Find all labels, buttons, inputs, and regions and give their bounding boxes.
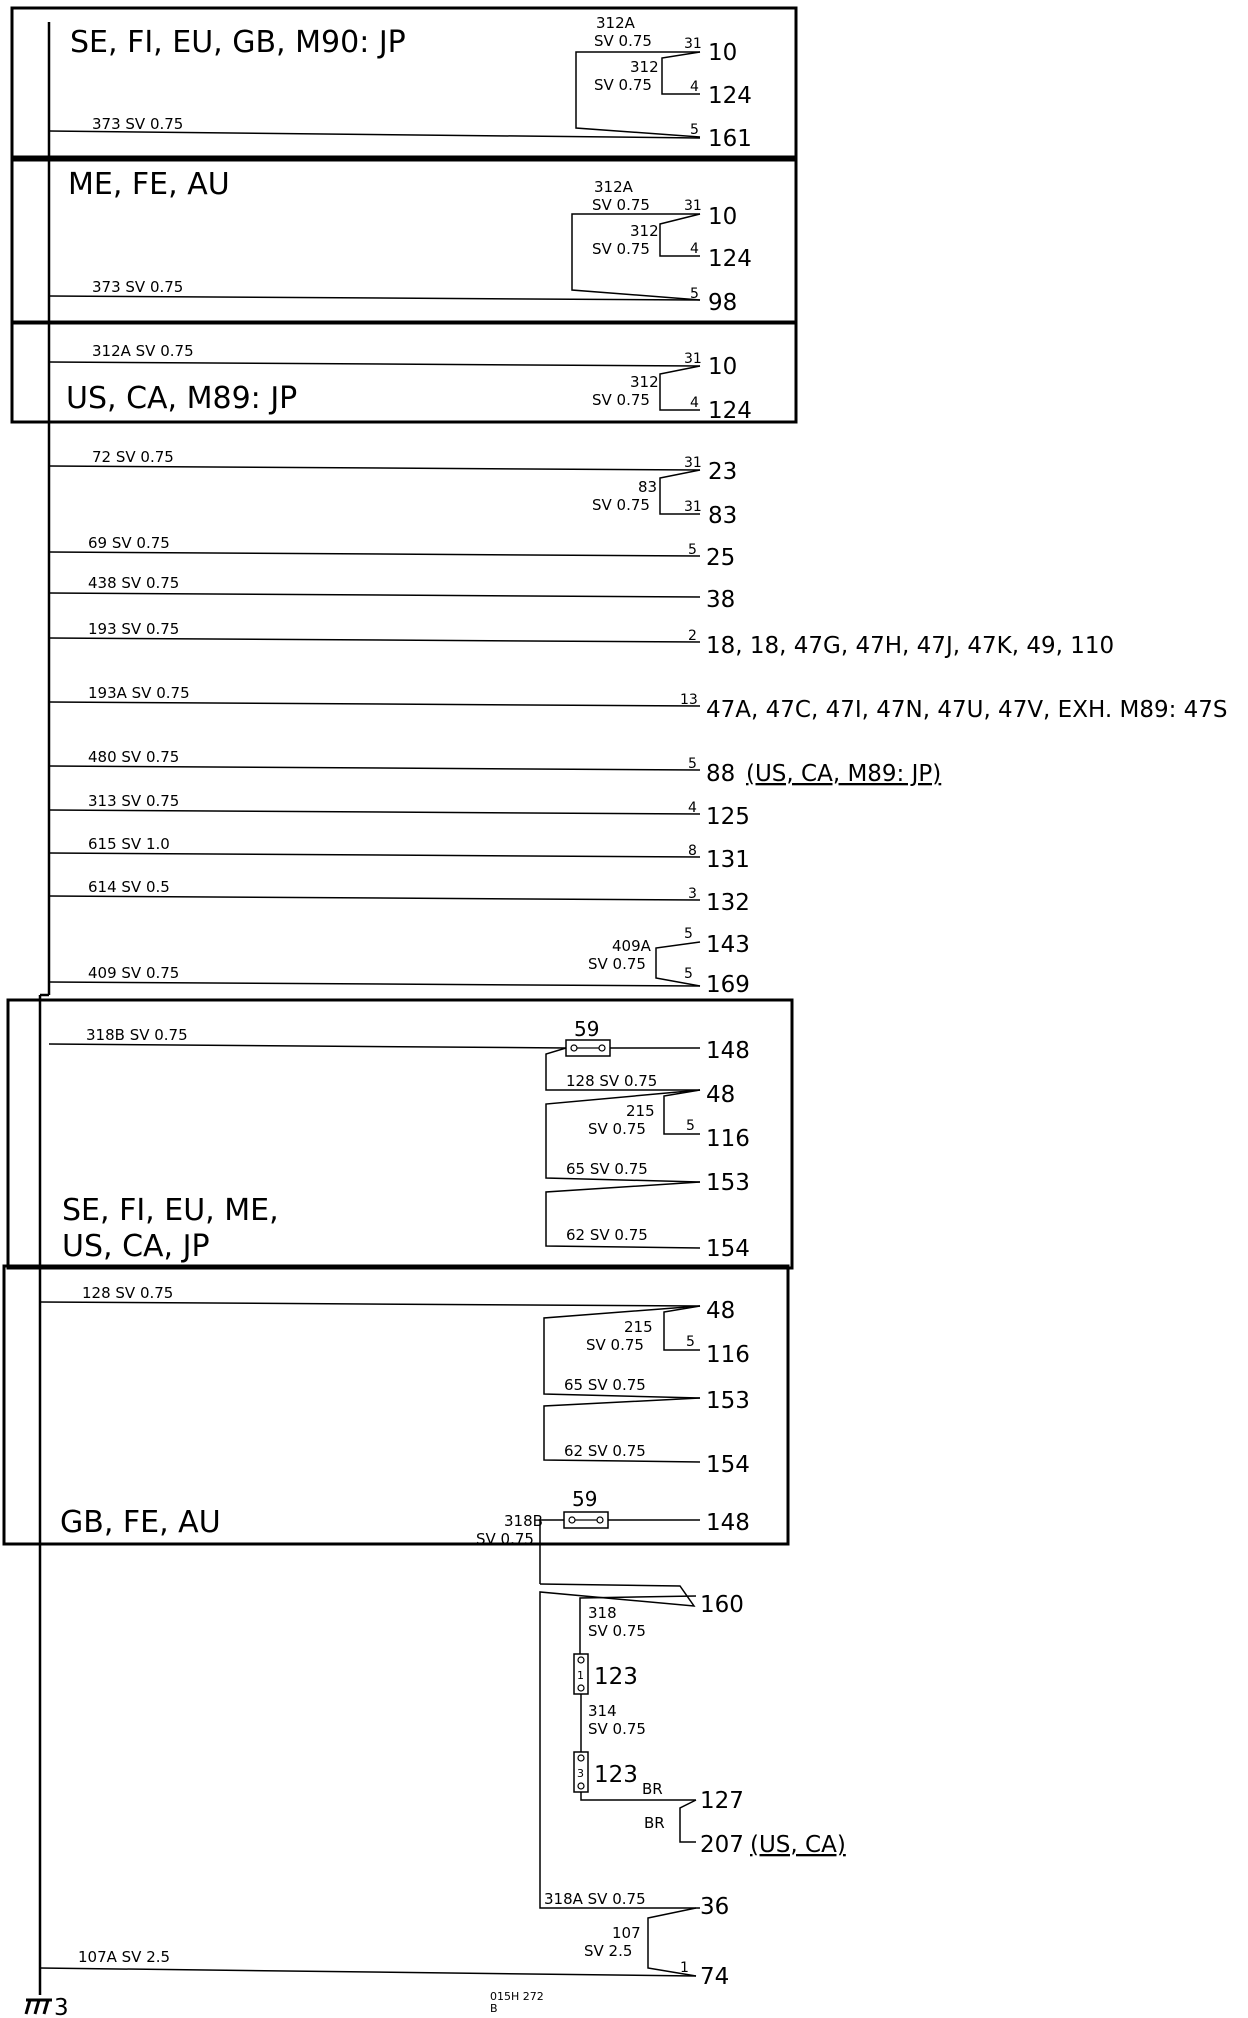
wire-193 <box>49 638 700 642</box>
wire-label-107A: 107A SV 2.5 <box>78 1948 171 1966</box>
destination-124: 124 <box>708 246 752 272</box>
region-label-5: GB, FE, AU <box>60 1505 221 1540</box>
destination-161: 161 <box>708 126 752 152</box>
wire-label-438: 438 SV 0.75 <box>88 574 180 592</box>
pin-label: 5 <box>688 542 697 558</box>
destination-148: 148 <box>706 1038 750 1064</box>
wire-label-409: 409 SV 0.75 <box>88 964 180 982</box>
wire-label-312-r1-size: SV 0.75 <box>594 76 652 94</box>
destination-143: 143 <box>706 932 750 958</box>
pin-label: 31 <box>684 198 702 214</box>
region-label-3: US, CA, M89: JP <box>66 381 298 416</box>
pin-label: 5 <box>684 926 693 942</box>
pin-label: 8 <box>688 843 697 859</box>
destination-10: 10 <box>708 204 738 230</box>
destination-88-note: (US, CA, M89: JP) <box>746 761 942 787</box>
destination-154: 154 <box>706 1236 750 1262</box>
wire-label-312A-r2: 312A <box>594 178 633 196</box>
wire-label-br: BR <box>644 1814 665 1832</box>
region-label-4-line2: US, CA, JP <box>62 1229 210 1264</box>
pin-label: 5 <box>686 1334 695 1350</box>
destination-18-group: 18, 18, 47G, 47H, 47J, 47K, 49, 110 <box>706 633 1115 659</box>
ground-terminal-label: 3 <box>54 1995 69 2018</box>
pin-label: 4 <box>690 241 699 257</box>
wire-614 <box>49 896 700 900</box>
wire-label-312A-r2-size: SV 0.75 <box>592 196 650 214</box>
wire-label-318B-r5-size: SV 0.75 <box>476 1530 534 1548</box>
wire-128-r5 <box>40 1302 700 1306</box>
destination-38: 38 <box>706 587 736 613</box>
wire-label-313: 313 SV 0.75 <box>88 792 180 810</box>
pin-label: 5 <box>690 286 699 302</box>
wire-br-branch-2 <box>680 1800 696 1842</box>
wire-label-65-r5: 65 SV 0.75 <box>564 1376 646 1394</box>
wire-label-128-r5: 128 SV 0.75 <box>82 1284 174 1302</box>
pin-label: 5 <box>688 756 697 772</box>
destination-74: 74 <box>700 1964 730 1990</box>
pin-label: 31 <box>684 351 702 367</box>
destination-48: 48 <box>706 1298 736 1324</box>
destination-153: 153 <box>706 1170 750 1196</box>
wire-480 <box>49 766 700 770</box>
destination-127: 127 <box>700 1788 744 1814</box>
wire-label-215-r4-size: SV 0.75 <box>588 1120 646 1138</box>
destination-207-note: (US, CA) <box>750 1832 846 1858</box>
wire-label-128-r4: 128 SV 0.75 <box>566 1072 658 1090</box>
wire-label-107-size: SV 2.5 <box>584 1942 633 1960</box>
ground-icon <box>26 2000 52 2014</box>
pin-label: 5 <box>686 1118 695 1134</box>
destination-48: 48 <box>706 1082 736 1108</box>
destination-10: 10 <box>708 40 738 66</box>
pin-label: 4 <box>688 800 697 816</box>
wire-label-615: 615 SV 1.0 <box>88 835 170 853</box>
wire-label-83: 83 <box>638 478 658 496</box>
fuse-label: 59 <box>574 1017 600 1041</box>
pin-label: 2 <box>688 628 697 644</box>
destination-207: 207 <box>700 1832 744 1858</box>
connector-pin-label: 1 <box>577 1669 584 1682</box>
pin-label: 31 <box>684 499 702 515</box>
wire-label-65-r4: 65 SV 0.75 <box>566 1160 648 1178</box>
wire-label-193A: 193A SV 0.75 <box>88 684 190 702</box>
destination-116: 116 <box>706 1126 750 1152</box>
fuse-label: 59 <box>572 1487 598 1511</box>
destination-148: 148 <box>706 1510 750 1536</box>
wire-312A-r3 <box>49 362 700 366</box>
wire-69 <box>49 552 700 556</box>
destination-154: 154 <box>706 1452 750 1478</box>
fuse-icon <box>566 1040 610 1056</box>
wire-label-193: 193 SV 0.75 <box>88 620 180 638</box>
destination-124: 124 <box>708 398 752 424</box>
wire-label-215-r4: 215 <box>626 1102 655 1120</box>
drawing-reference: 015H 272 <box>490 1990 544 2003</box>
wire-373-r2 <box>49 296 700 300</box>
wire-label-br: BR <box>642 1780 663 1798</box>
wire-label-614: 614 SV 0.5 <box>88 878 170 896</box>
pin-label: 5 <box>684 966 693 982</box>
destination-125: 125 <box>706 804 750 830</box>
pin-label: 5 <box>690 122 699 138</box>
wire-label-312A-r3: 312A SV 0.75 <box>92 342 194 360</box>
wire-615 <box>49 853 700 857</box>
pin-label: 31 <box>684 36 702 52</box>
pin-label: 31 <box>684 455 702 471</box>
wire-label-69: 69 SV 0.75 <box>88 534 170 552</box>
wire-label-107: 107 <box>612 1924 641 1942</box>
destination-131: 131 <box>706 847 750 873</box>
wire-label-83-size: SV 0.75 <box>592 496 650 514</box>
wire-438 <box>49 593 700 597</box>
wire-label-314: 314 <box>588 1702 617 1720</box>
fuse-icon <box>564 1512 608 1528</box>
connector-pin-label: 3 <box>577 1767 584 1780</box>
destination-169: 169 <box>706 972 750 998</box>
pin-label: 13 <box>680 692 698 708</box>
wire-label-409A: 409A <box>612 937 651 955</box>
destination-98: 98 <box>708 290 738 316</box>
pin-label: 1 <box>680 1960 689 1976</box>
pin-label: 4 <box>690 395 699 411</box>
wire-label-312A-r1-size: SV 0.75 <box>594 32 652 50</box>
destination-10: 10 <box>708 354 738 380</box>
wire-label-312-r2-size: SV 0.75 <box>592 240 650 258</box>
destination-124: 124 <box>708 83 752 109</box>
destination-123: 123 <box>594 1762 638 1788</box>
wire-label-409A-size: SV 0.75 <box>588 955 646 973</box>
destination-83: 83 <box>708 503 738 529</box>
destination-132: 132 <box>706 890 750 916</box>
wire-label-312A-r1: 312A <box>596 14 635 32</box>
wire-label-314-size: SV 0.75 <box>588 1720 646 1738</box>
wire-label-373-r1: 373 SV 0.75 <box>92 115 184 133</box>
pin-label: 3 <box>688 886 697 902</box>
destination-116: 116 <box>706 1342 750 1368</box>
region-label-2: ME, FE, AU <box>68 167 230 202</box>
region-label-1: SE, FI, EU, GB, M90: JP <box>70 25 406 60</box>
destination-160: 160 <box>700 1592 744 1618</box>
wire-label-318B-r4: 318B SV 0.75 <box>86 1026 188 1044</box>
wire-72 <box>49 466 700 470</box>
destination-25: 25 <box>706 545 736 571</box>
wire-409 <box>49 982 700 986</box>
wire-label-318-size: SV 0.75 <box>588 1622 646 1640</box>
wire-label-62-r4: 62 SV 0.75 <box>566 1226 648 1244</box>
wire-193A <box>49 702 700 706</box>
wire-318B-r4 <box>49 1044 566 1048</box>
destination-23: 23 <box>708 459 738 485</box>
wire-label-318B-r5: 318B <box>504 1512 543 1530</box>
wire-313 <box>49 810 700 814</box>
destination-36: 36 <box>700 1894 730 1920</box>
drawing-revision: B <box>490 2002 498 2015</box>
wire-label-215-r5: 215 <box>624 1318 653 1336</box>
wire-label-318: 318 <box>588 1604 617 1622</box>
wire-107A <box>40 1968 696 1976</box>
wire-label-312-r3: 312 <box>630 373 659 391</box>
wire-label-215-r5-size: SV 0.75 <box>586 1336 644 1354</box>
wire-label-480: 480 SV 0.75 <box>88 748 180 766</box>
wire-br-branch <box>581 1792 696 1800</box>
pin-label: 4 <box>690 79 699 95</box>
wire-label-318A: 318A SV 0.75 <box>544 1890 646 1908</box>
wire-409A <box>656 942 700 986</box>
wire-label-312-r2: 312 <box>630 222 659 240</box>
wire-label-373-r2: 373 SV 0.75 <box>92 278 184 296</box>
wire-label-312-r3-size: SV 0.75 <box>592 391 650 409</box>
region-label-4-line1: SE, FI, EU, ME, <box>62 1193 279 1228</box>
destination-88: 88 <box>706 761 736 787</box>
wire-label-312-r1: 312 <box>630 58 659 76</box>
wire-label-62-r5: 62 SV 0.75 <box>564 1442 646 1460</box>
destination-153: 153 <box>706 1388 750 1414</box>
destination-123: 123 <box>594 1664 638 1690</box>
destination-47A-group: 47A, 47C, 47I, 47N, 47U, 47V, EXH. M89: 47S <box>706 697 1228 723</box>
wire-label-72: 72 SV 0.75 <box>92 448 174 466</box>
wire-318B-r5 <box>540 1520 564 1584</box>
